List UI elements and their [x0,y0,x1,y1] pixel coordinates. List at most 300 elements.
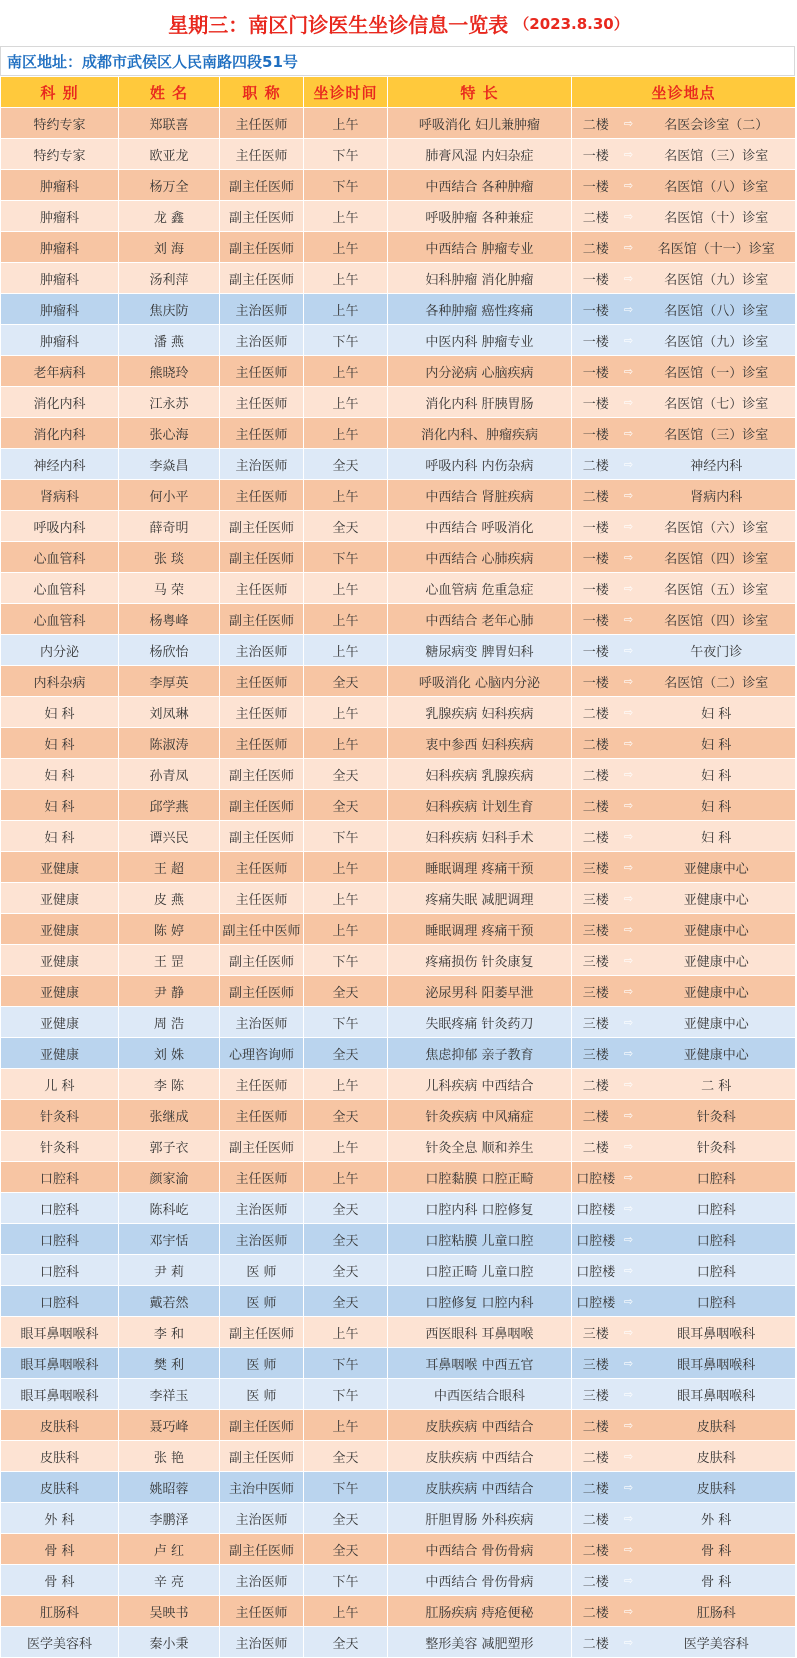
cell-dept: 亚健康 [1,883,119,914]
cell-name: 李 陈 [119,1069,220,1100]
cell-name: 何小平 [119,480,220,511]
cell-title: 副主任医师 [220,1534,304,1565]
cell-specialty: 皮肤疾病 中西结合 [388,1410,572,1441]
table-row [1,1503,796,1534]
cell-dept: 特约专家 [1,108,119,139]
cell-location: 肛肠科 [638,1596,796,1627]
cell-specialty: 肺膏风湿 内妇杂症 [388,139,572,170]
cell-floor: 三楼 [572,1007,620,1038]
cell-name: 张心海 [119,418,220,449]
cell-floor: 二楼 [572,728,620,759]
cell-location: 名医馆（十）诊室 [638,201,796,232]
cell-floor: 三楼 [572,1038,620,1069]
cell-title: 主治医师 [220,635,304,666]
header-location: 坐诊地点 [572,77,796,108]
cell-location: 皮肤科 [638,1410,796,1441]
table-row [1,1286,796,1317]
cell-name: 谭兴民 [119,821,220,852]
table-row [1,1255,796,1286]
cell-floor: 二楼 [572,1596,620,1627]
cell-specialty: 泌尿男科 阳萎早泄 [388,976,572,1007]
cell-floor: 口腔楼 [572,1224,620,1255]
cell-dept: 心血管科 [1,573,119,604]
arrow-right-icon: ⇨ [620,387,638,418]
table-row [1,759,796,790]
cell-dept: 肿瘤科 [1,294,119,325]
arrow-right-icon: ⇨ [620,418,638,449]
cell-specialty: 口腔粘膜 儿童口腔 [388,1224,572,1255]
cell-location: 骨 科 [638,1534,796,1565]
cell-specialty: 妇科疾病 计划生育 [388,790,572,821]
cell-specialty: 中医内科 肿瘤专业 [388,325,572,356]
table-row [1,1627,796,1658]
arrow-right-icon: ⇨ [620,914,638,945]
cell-name: 周 浩 [119,1007,220,1038]
table-row [1,728,796,759]
cell-name: 郭子衣 [119,1131,220,1162]
cell-name: 辛 亮 [119,1565,220,1596]
cell-location: 外 科 [638,1503,796,1534]
cell-specialty: 内分泌病 心脑疾病 [388,356,572,387]
cell-title: 副主任医师 [220,604,304,635]
arrow-right-icon: ⇨ [620,697,638,728]
cell-name: 李祥玉 [119,1379,220,1410]
cell-floor: 二楼 [572,1472,620,1503]
table-row [1,883,796,914]
arrow-right-icon: ⇨ [620,542,638,573]
cell-specialty: 针灸疾病 中风痛症 [388,1100,572,1131]
table-row [1,635,796,666]
cell-dept: 特约专家 [1,139,119,170]
cell-name: 陈科屹 [119,1193,220,1224]
cell-specialty: 疼痛损伤 针灸康复 [388,945,572,976]
arrow-right-icon: ⇨ [620,790,638,821]
cell-dept: 骨 科 [1,1534,119,1565]
cell-floor: 一楼 [572,263,620,294]
cell-dept: 肛肠科 [1,1596,119,1627]
cell-name: 邱学燕 [119,790,220,821]
cell-dept: 肿瘤科 [1,263,119,294]
arrow-right-icon: ⇨ [620,1317,638,1348]
table-row [1,294,796,325]
cell-title: 心理咨询师 [220,1038,304,1069]
arrow-right-icon: ⇨ [620,759,638,790]
table-header-row [1,77,796,108]
cell-floor: 二楼 [572,480,620,511]
cell-name: 杨欣怡 [119,635,220,666]
cell-dept: 心血管科 [1,604,119,635]
cell-location: 二 科 [638,1069,796,1100]
cell-floor: 口腔楼 [572,1193,620,1224]
cell-location: 亚健康中心 [638,914,796,945]
cell-dept: 口腔科 [1,1193,119,1224]
cell-specialty: 失眠疼痛 针灸药刀 [388,1007,572,1038]
cell-dept: 呼吸内科 [1,511,119,542]
cell-title: 主任医师 [220,1162,304,1193]
cell-title: 主任医师 [220,852,304,883]
cell-title: 主治医师 [220,449,304,480]
cell-specialty: 中西医结合眼科 [388,1379,572,1410]
table-row [1,449,796,480]
table-row [1,356,796,387]
cell-specialty: 中西结合 呼吸消化 [388,511,572,542]
table-row [1,418,796,449]
cell-title: 主任医师 [220,139,304,170]
cell-dept: 妇 科 [1,759,119,790]
cell-floor: 二楼 [572,1503,620,1534]
arrow-right-icon: ⇨ [620,1379,638,1410]
table-row [1,387,796,418]
cell-specialty: 呼吸内科 内伤杂病 [388,449,572,480]
cell-name: 陈淑涛 [119,728,220,759]
cell-time: 上午 [304,1131,388,1162]
cell-time: 全天 [304,1224,388,1255]
cell-title: 副主任医师 [220,759,304,790]
cell-location: 亚健康中心 [638,852,796,883]
cell-location: 名医馆（五）诊室 [638,573,796,604]
cell-name: 江永苏 [119,387,220,418]
cell-name: 卢 红 [119,1534,220,1565]
cell-location: 名医会诊室（二） [638,108,796,139]
cell-dept: 口腔科 [1,1255,119,1286]
cell-specialty: 呼吸肿瘤 各种兼症 [388,201,572,232]
cell-time: 上午 [304,294,388,325]
cell-specialty: 中西结合 各种肿瘤 [388,170,572,201]
arrow-right-icon: ⇨ [620,511,638,542]
table-row [1,1007,796,1038]
cell-name: 尹 莉 [119,1255,220,1286]
cell-name: 秦小秉 [119,1627,220,1658]
table-row [1,945,796,976]
cell-location: 亚健康中心 [638,945,796,976]
cell-specialty: 中西结合 肿瘤专业 [388,232,572,263]
cell-dept: 妇 科 [1,728,119,759]
cell-title: 副主任医师 [220,821,304,852]
cell-title: 主治医师 [220,1503,304,1534]
cell-time: 上午 [304,883,388,914]
cell-floor: 三楼 [572,1317,620,1348]
table-row [1,1193,796,1224]
cell-specialty: 妇科疾病 乳腺疾病 [388,759,572,790]
cell-name: 熊晓玲 [119,356,220,387]
cell-time: 全天 [304,1627,388,1658]
cell-time: 下午 [304,542,388,573]
arrow-right-icon: ⇨ [620,1193,638,1224]
arrow-right-icon: ⇨ [620,728,638,759]
cell-time: 下午 [304,1379,388,1410]
arrow-right-icon: ⇨ [620,666,638,697]
cell-specialty: 消化内科 肝胰胃肠 [388,387,572,418]
cell-specialty: 口腔黏膜 口腔正畸 [388,1162,572,1193]
cell-time: 全天 [304,1193,388,1224]
cell-name: 王 超 [119,852,220,883]
cell-title: 副主任医师 [220,232,304,263]
arrow-right-icon: ⇨ [620,852,638,883]
cell-time: 上午 [304,573,388,604]
table-row [1,976,796,1007]
cell-floor: 二楼 [572,449,620,480]
table-row [1,170,796,201]
cell-floor: 一楼 [572,139,620,170]
arrow-right-icon: ⇨ [620,480,638,511]
arrow-right-icon: ⇨ [620,139,638,170]
cell-time: 下午 [304,325,388,356]
cell-title: 主任医师 [220,480,304,511]
cell-dept: 亚健康 [1,976,119,1007]
cell-specialty: 各种肿瘤 癌性疼痛 [388,294,572,325]
cell-location: 医学美容科 [638,1627,796,1658]
cell-name: 潘 燕 [119,325,220,356]
cell-time: 上午 [304,604,388,635]
cell-time: 全天 [304,1038,388,1069]
cell-floor: 二楼 [572,759,620,790]
cell-name: 刘 姝 [119,1038,220,1069]
cell-floor: 二楼 [572,1441,620,1472]
cell-floor: 二楼 [572,1534,620,1565]
schedule-table [0,76,796,1658]
cell-floor: 二楼 [572,1565,620,1596]
cell-time: 全天 [304,790,388,821]
cell-dept: 内科杂病 [1,666,119,697]
cell-dept: 神经内科 [1,449,119,480]
cell-dept: 骨 科 [1,1565,119,1596]
cell-specialty: 睡眠调理 疼痛干预 [388,852,572,883]
cell-title: 主任医师 [220,356,304,387]
cell-time: 上午 [304,232,388,263]
cell-dept: 肿瘤科 [1,201,119,232]
cell-dept: 妇 科 [1,821,119,852]
table-row [1,1224,796,1255]
cell-location: 午夜门诊 [638,635,796,666]
cell-time: 下午 [304,1565,388,1596]
cell-name: 陈 婷 [119,914,220,945]
cell-title: 副主任医师 [220,1317,304,1348]
arrow-right-icon: ⇨ [620,325,638,356]
cell-floor: 三楼 [572,1379,620,1410]
cell-location: 名医馆（四）诊室 [638,604,796,635]
arrow-right-icon: ⇨ [620,1503,638,1534]
cell-time: 上午 [304,1162,388,1193]
table-row [1,232,796,263]
cell-specialty: 妇科疾病 妇科手术 [388,821,572,852]
table-row [1,263,796,294]
cell-dept: 针灸科 [1,1100,119,1131]
arrow-right-icon: ⇨ [620,1162,638,1193]
cell-name: 杨粤峰 [119,604,220,635]
cell-time: 上午 [304,418,388,449]
cell-name: 龙 鑫 [119,201,220,232]
cell-name: 王 罡 [119,945,220,976]
arrow-right-icon: ⇨ [620,1410,638,1441]
cell-time: 上午 [304,201,388,232]
cell-floor: 二楼 [572,201,620,232]
cell-name: 李焱昌 [119,449,220,480]
cell-title: 副主任医师 [220,1441,304,1472]
table-row [1,325,796,356]
cell-floor: 三楼 [572,976,620,1007]
cell-time: 下午 [304,170,388,201]
cell-dept: 眼耳鼻咽喉科 [1,1317,119,1348]
cell-dept: 亚健康 [1,945,119,976]
cell-specialty: 皮肤疾病 中西结合 [388,1472,572,1503]
table-row [1,914,796,945]
cell-specialty: 中西结合 骨伤骨病 [388,1534,572,1565]
table-row [1,573,796,604]
cell-title: 主治医师 [220,1193,304,1224]
arrow-right-icon: ⇨ [620,976,638,1007]
cell-time: 全天 [304,976,388,1007]
cell-title: 主任医师 [220,1069,304,1100]
cell-specialty: 糖尿病变 脾胃妇科 [388,635,572,666]
arrow-right-icon: ⇨ [620,1472,638,1503]
table-row [1,1596,796,1627]
cell-name: 颜家渝 [119,1162,220,1193]
title-text: 星期三：南区门诊医生坐诊信息一览表 [168,12,509,37]
cell-specialty: 心血管病 危重急症 [388,573,572,604]
cell-specialty: 呼吸消化 心脑内分泌 [388,666,572,697]
table-row [1,201,796,232]
arrow-right-icon: ⇨ [620,1596,638,1627]
cell-name: 樊 利 [119,1348,220,1379]
cell-floor: 一楼 [572,294,620,325]
cell-dept: 妇 科 [1,697,119,728]
cell-time: 下午 [304,1348,388,1379]
cell-floor: 二楼 [572,232,620,263]
cell-floor: 一楼 [572,325,620,356]
cell-title: 医 师 [220,1348,304,1379]
table-row [1,697,796,728]
cell-floor: 一楼 [572,387,620,418]
cell-name: 刘 海 [119,232,220,263]
cell-location: 亚健康中心 [638,883,796,914]
cell-title: 主治医师 [220,1565,304,1596]
header-dept: 科 别 [1,77,119,108]
cell-location: 口腔科 [638,1224,796,1255]
table-row [1,1100,796,1131]
cell-title: 主任医师 [220,1100,304,1131]
cell-floor: 二楼 [572,1100,620,1131]
table-row [1,1441,796,1472]
cell-dept: 肿瘤科 [1,325,119,356]
cell-name: 聂巧峰 [119,1410,220,1441]
cell-time: 全天 [304,1255,388,1286]
cell-dept: 眼耳鼻咽喉科 [1,1348,119,1379]
cell-title: 医 师 [220,1255,304,1286]
arrow-right-icon: ⇨ [620,108,638,139]
arrow-right-icon: ⇨ [620,449,638,480]
table-row [1,852,796,883]
cell-time: 全天 [304,1503,388,1534]
cell-dept: 心血管科 [1,542,119,573]
table-row [1,1410,796,1441]
cell-floor: 一楼 [572,170,620,201]
arrow-right-icon: ⇨ [620,604,638,635]
arrow-right-icon: ⇨ [620,635,638,666]
cell-name: 李鹏泽 [119,1503,220,1534]
cell-location: 口腔科 [638,1193,796,1224]
cell-location: 妇 科 [638,759,796,790]
cell-floor: 二楼 [572,697,620,728]
table-row [1,139,796,170]
title-date: （2023.8.30） [514,14,629,33]
cell-title: 主任医师 [220,883,304,914]
cell-name: 刘凤琳 [119,697,220,728]
cell-time: 下午 [304,1472,388,1503]
cell-title: 主治医师 [220,1007,304,1038]
cell-name: 张继成 [119,1100,220,1131]
table-row [1,1131,796,1162]
table-row [1,1162,796,1193]
table-row [1,1379,796,1410]
cell-location: 口腔科 [638,1162,796,1193]
cell-name: 皮 燕 [119,883,220,914]
cell-dept: 皮肤科 [1,1472,119,1503]
cell-title: 副主任医师 [220,790,304,821]
cell-location: 口腔科 [638,1286,796,1317]
table-row [1,666,796,697]
cell-location: 名医馆（八）诊室 [638,170,796,201]
table-row [1,1038,796,1069]
cell-name: 张 艳 [119,1441,220,1472]
cell-location: 肾病内科 [638,480,796,511]
cell-title: 副主任医师 [220,170,304,201]
cell-title: 副主任医师 [220,945,304,976]
arrow-right-icon: ⇨ [620,945,638,976]
arrow-right-icon: ⇨ [620,170,638,201]
cell-location: 妇 科 [638,728,796,759]
cell-location: 眼耳鼻咽喉科 [638,1379,796,1410]
cell-title: 副主任医师 [220,976,304,1007]
cell-time: 全天 [304,666,388,697]
cell-specialty: 呼吸消化 妇儿兼肿瘤 [388,108,572,139]
cell-location: 骨 科 [638,1565,796,1596]
arrow-right-icon: ⇨ [620,1565,638,1596]
cell-floor: 三楼 [572,914,620,945]
arrow-right-icon: ⇨ [620,356,638,387]
cell-dept: 亚健康 [1,914,119,945]
table-row [1,1069,796,1100]
table-row [1,542,796,573]
cell-time: 全天 [304,449,388,480]
header-name: 姓 名 [119,77,220,108]
cell-dept: 医学美容科 [1,1627,119,1658]
cell-name: 尹 静 [119,976,220,1007]
cell-name: 杨万全 [119,170,220,201]
cell-specialty: 疼痛失眠 减肥调理 [388,883,572,914]
cell-title: 主任医师 [220,108,304,139]
page-title [0,0,797,46]
cell-location: 针灸科 [638,1131,796,1162]
cell-time: 下午 [304,945,388,976]
cell-time: 全天 [304,1286,388,1317]
header-title: 职 称 [220,77,304,108]
cell-location: 名医馆（二）诊室 [638,666,796,697]
table-row [1,1348,796,1379]
cell-title: 副主任中医师 [220,914,304,945]
cell-name: 马 荣 [119,573,220,604]
arrow-right-icon: ⇨ [620,1100,638,1131]
arrow-right-icon: ⇨ [620,1069,638,1100]
cell-time: 上午 [304,356,388,387]
arrow-right-icon: ⇨ [620,232,638,263]
cell-dept: 肿瘤科 [1,170,119,201]
table-row [1,511,796,542]
cell-location: 名医馆（九）诊室 [638,263,796,294]
cell-floor: 一楼 [572,666,620,697]
table-row [1,821,796,852]
arrow-right-icon: ⇨ [620,1038,638,1069]
cell-title: 副主任医师 [220,542,304,573]
